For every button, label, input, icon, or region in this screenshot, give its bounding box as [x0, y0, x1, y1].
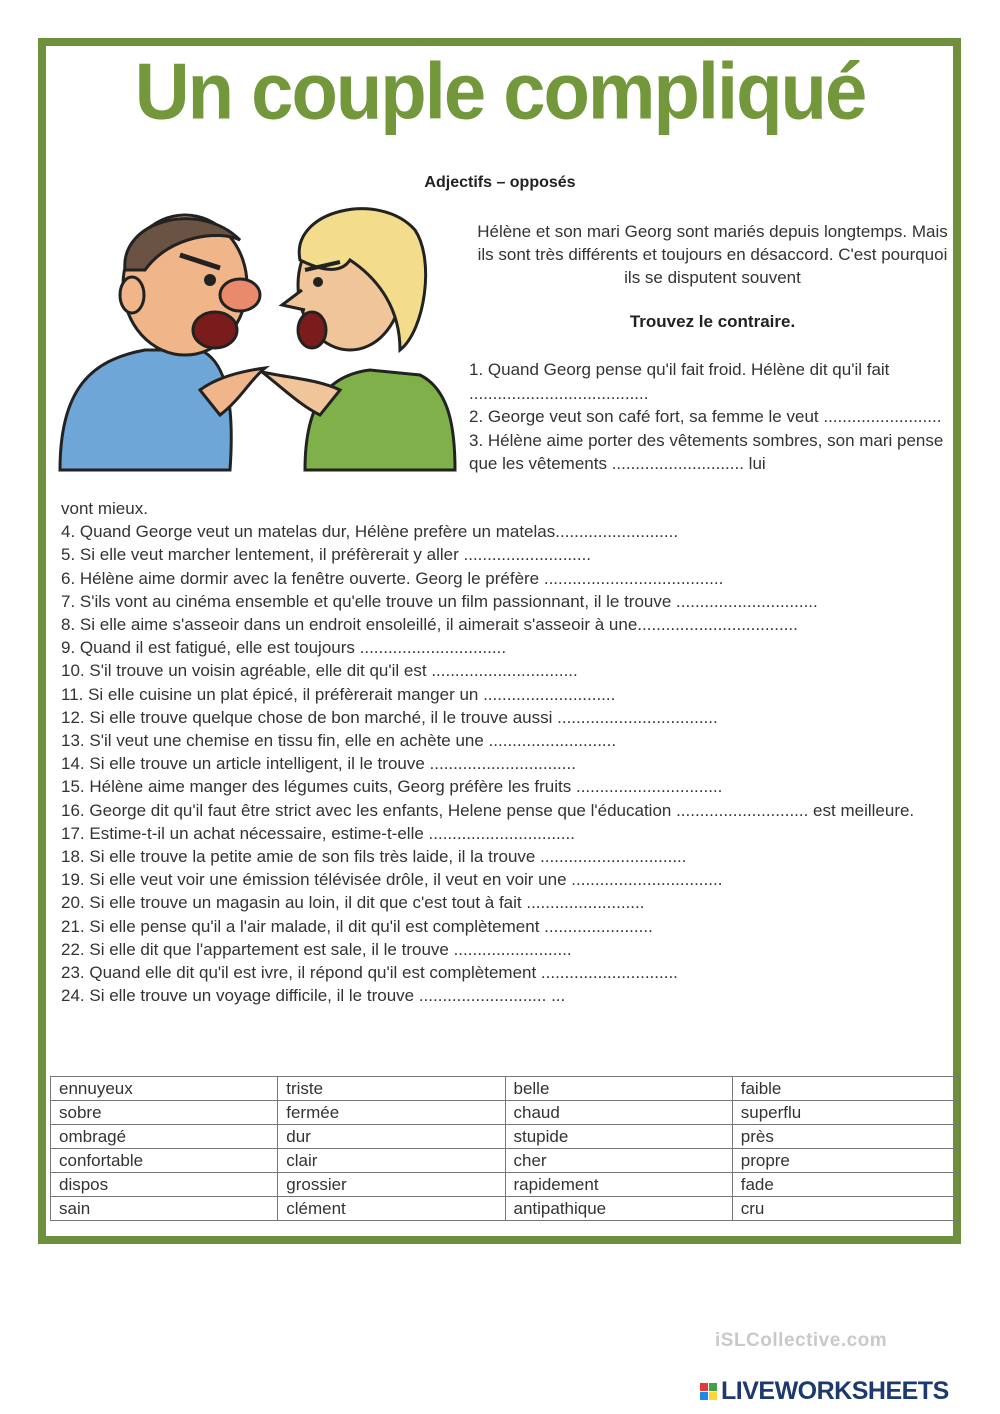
word-bank-cell: cru	[732, 1197, 959, 1221]
page-title: Un couple compliqué	[134, 46, 866, 137]
word-bank-cell: antipathique	[505, 1197, 732, 1221]
liveworksheets-logo-icon	[700, 1383, 717, 1400]
word-bank-cell: propre	[732, 1149, 959, 1173]
question-item: 7. S'ils vont au cinéma ensemble et qu'elle trouve un film passionnant, il le trouve ..............................	[61, 591, 818, 611]
word-bank-cell: fade	[732, 1173, 959, 1197]
question-item: 12. Si elle trouve quelque chose de bon marché, il le trouve aussi ..................................	[61, 707, 718, 727]
word-bank-row	[51, 1077, 960, 1101]
question-item: 3. Hélène aime porter des vêtements sombres, son mari pense que les vêtements ............................ lui	[469, 430, 944, 473]
question-item: 17. Estime-t-il un achat nécessaire, estime-t-elle ...............................	[61, 823, 575, 843]
word-bank-cell: stupide	[505, 1125, 732, 1149]
liveworksheets-text: LIVEWORKSHEETS	[721, 1376, 949, 1405]
question-item: 21. Si elle pense qu'il a l'air malade, il dit qu'il est complètement .......................	[61, 916, 653, 936]
question-item: 13. S'il veut une chemise en tissu fin, elle en achète une ...........................	[61, 731, 617, 751]
word-bank-cell: sobre	[51, 1101, 278, 1125]
word-bank-cell: superflu	[732, 1101, 959, 1125]
word-bank-cell: triste	[278, 1077, 505, 1101]
question-item: 2. George veut son café fort, sa femme le veut .........................	[469, 407, 942, 426]
word-bank-cell: clair	[278, 1149, 505, 1173]
word-bank-row	[51, 1149, 960, 1173]
questions-top	[469, 358, 959, 476]
word-bank-cell: rapidement	[505, 1173, 732, 1197]
question-item: 1. Quand Georg pense qu'il fait froid. Hélène dit qu'il fait ......................................	[469, 360, 890, 403]
word-bank-row	[51, 1101, 960, 1125]
question-item: 6. Hélène aime dormir avec la fenêtre ouverte. Georg le préfère ......................................	[61, 568, 724, 588]
question-item: 4. Quand George veut un matelas dur, Hélène prefère un matelas..........................	[61, 522, 679, 542]
question-item: 10. S'il trouve un voisin agréable, elle dit qu'il est ...............................	[61, 661, 578, 681]
liveworksheets-watermark	[700, 1378, 949, 1404]
word-bank-cell: sain	[51, 1197, 278, 1221]
word-bank-row	[51, 1173, 960, 1197]
word-bank-row	[51, 1125, 960, 1149]
question-item: 15. Hélène aime manger des légumes cuits, Georg préfère les fruits ...............................	[61, 777, 723, 797]
word-bank-cell: chaud	[505, 1101, 732, 1125]
word-bank-cell: confortable	[51, 1149, 278, 1173]
intro-text: Hélène et son mari Georg sont mariés depuis longtemps. Mais ils sont très différents et toujours en désaccord. C'est pourquoi ils se disputent souvent	[477, 222, 948, 287]
word-bank-table	[50, 1076, 960, 1221]
question-item: 8. Si elle aime s'asseoir dans un endroit ensoleillé, il aimerait s'asseoir à une..................................	[61, 615, 798, 635]
arguing-couple-illustration	[50, 200, 460, 490]
question-item: 20. Si elle trouve un magasin au loin, il dit que c'est tout à fait .........................	[61, 893, 645, 913]
question-item: vont mieux.	[61, 499, 148, 518]
questions-list	[61, 497, 961, 1007]
word-bank-cell: cher	[505, 1149, 732, 1173]
word-bank-cell: grossier	[278, 1173, 505, 1197]
question-item: 16. George dit qu'il faut être strict avec les enfants, Helene pense que l'éducation ............................ est meilleure.	[61, 800, 915, 820]
instruction: Trouvez le contraire.	[629, 312, 796, 331]
question-item: 19. Si elle veut voir une émission télévisée drôle, il veut en voir une ................................	[61, 870, 723, 890]
word-bank-cell: belle	[505, 1077, 732, 1101]
subtitle: Adjectifs – opposés	[424, 174, 576, 191]
question-item: 9. Quand il est fatigué, elle est toujours ...............................	[61, 638, 507, 658]
question-item: 23. Quand elle dit qu'il est ivre, il répond qu'il est complètement .............................	[61, 963, 678, 983]
word-bank-cell: dur	[278, 1125, 505, 1149]
word-bank-cell: fermée	[278, 1101, 505, 1125]
question-item: 14. Si elle trouve un article intelligent, il le trouve ...............................	[61, 754, 576, 774]
word-bank-cell: faible	[732, 1077, 959, 1101]
word-bank-cell: ennuyeux	[51, 1077, 278, 1101]
word-bank-cell: dispos	[51, 1173, 278, 1197]
question-item: 5. Si elle veut marcher lentement, il préfèrerait y aller ...........................	[61, 545, 592, 565]
word-bank-cell: près	[732, 1125, 959, 1149]
question-item: 18. Si elle trouve la petite amie de son fils très laide, il la trouve ...............................	[61, 847, 687, 867]
word-bank-cell: ombragé	[51, 1125, 278, 1149]
question-item: 11. Si elle cuisine un plat épicé, il préfèrerait manger un ............................	[61, 684, 616, 704]
word-bank-cell: clément	[278, 1197, 505, 1221]
word-bank-row	[51, 1197, 960, 1221]
question-item: 22. Si elle dit que l'appartement est sale, il le trouve .........................	[61, 939, 572, 959]
islcollective-watermark: iSLCollective.com	[715, 1330, 888, 1351]
question-item: 24. Si elle trouve un voyage difficile, il le trouve ........................... ...	[61, 986, 566, 1006]
